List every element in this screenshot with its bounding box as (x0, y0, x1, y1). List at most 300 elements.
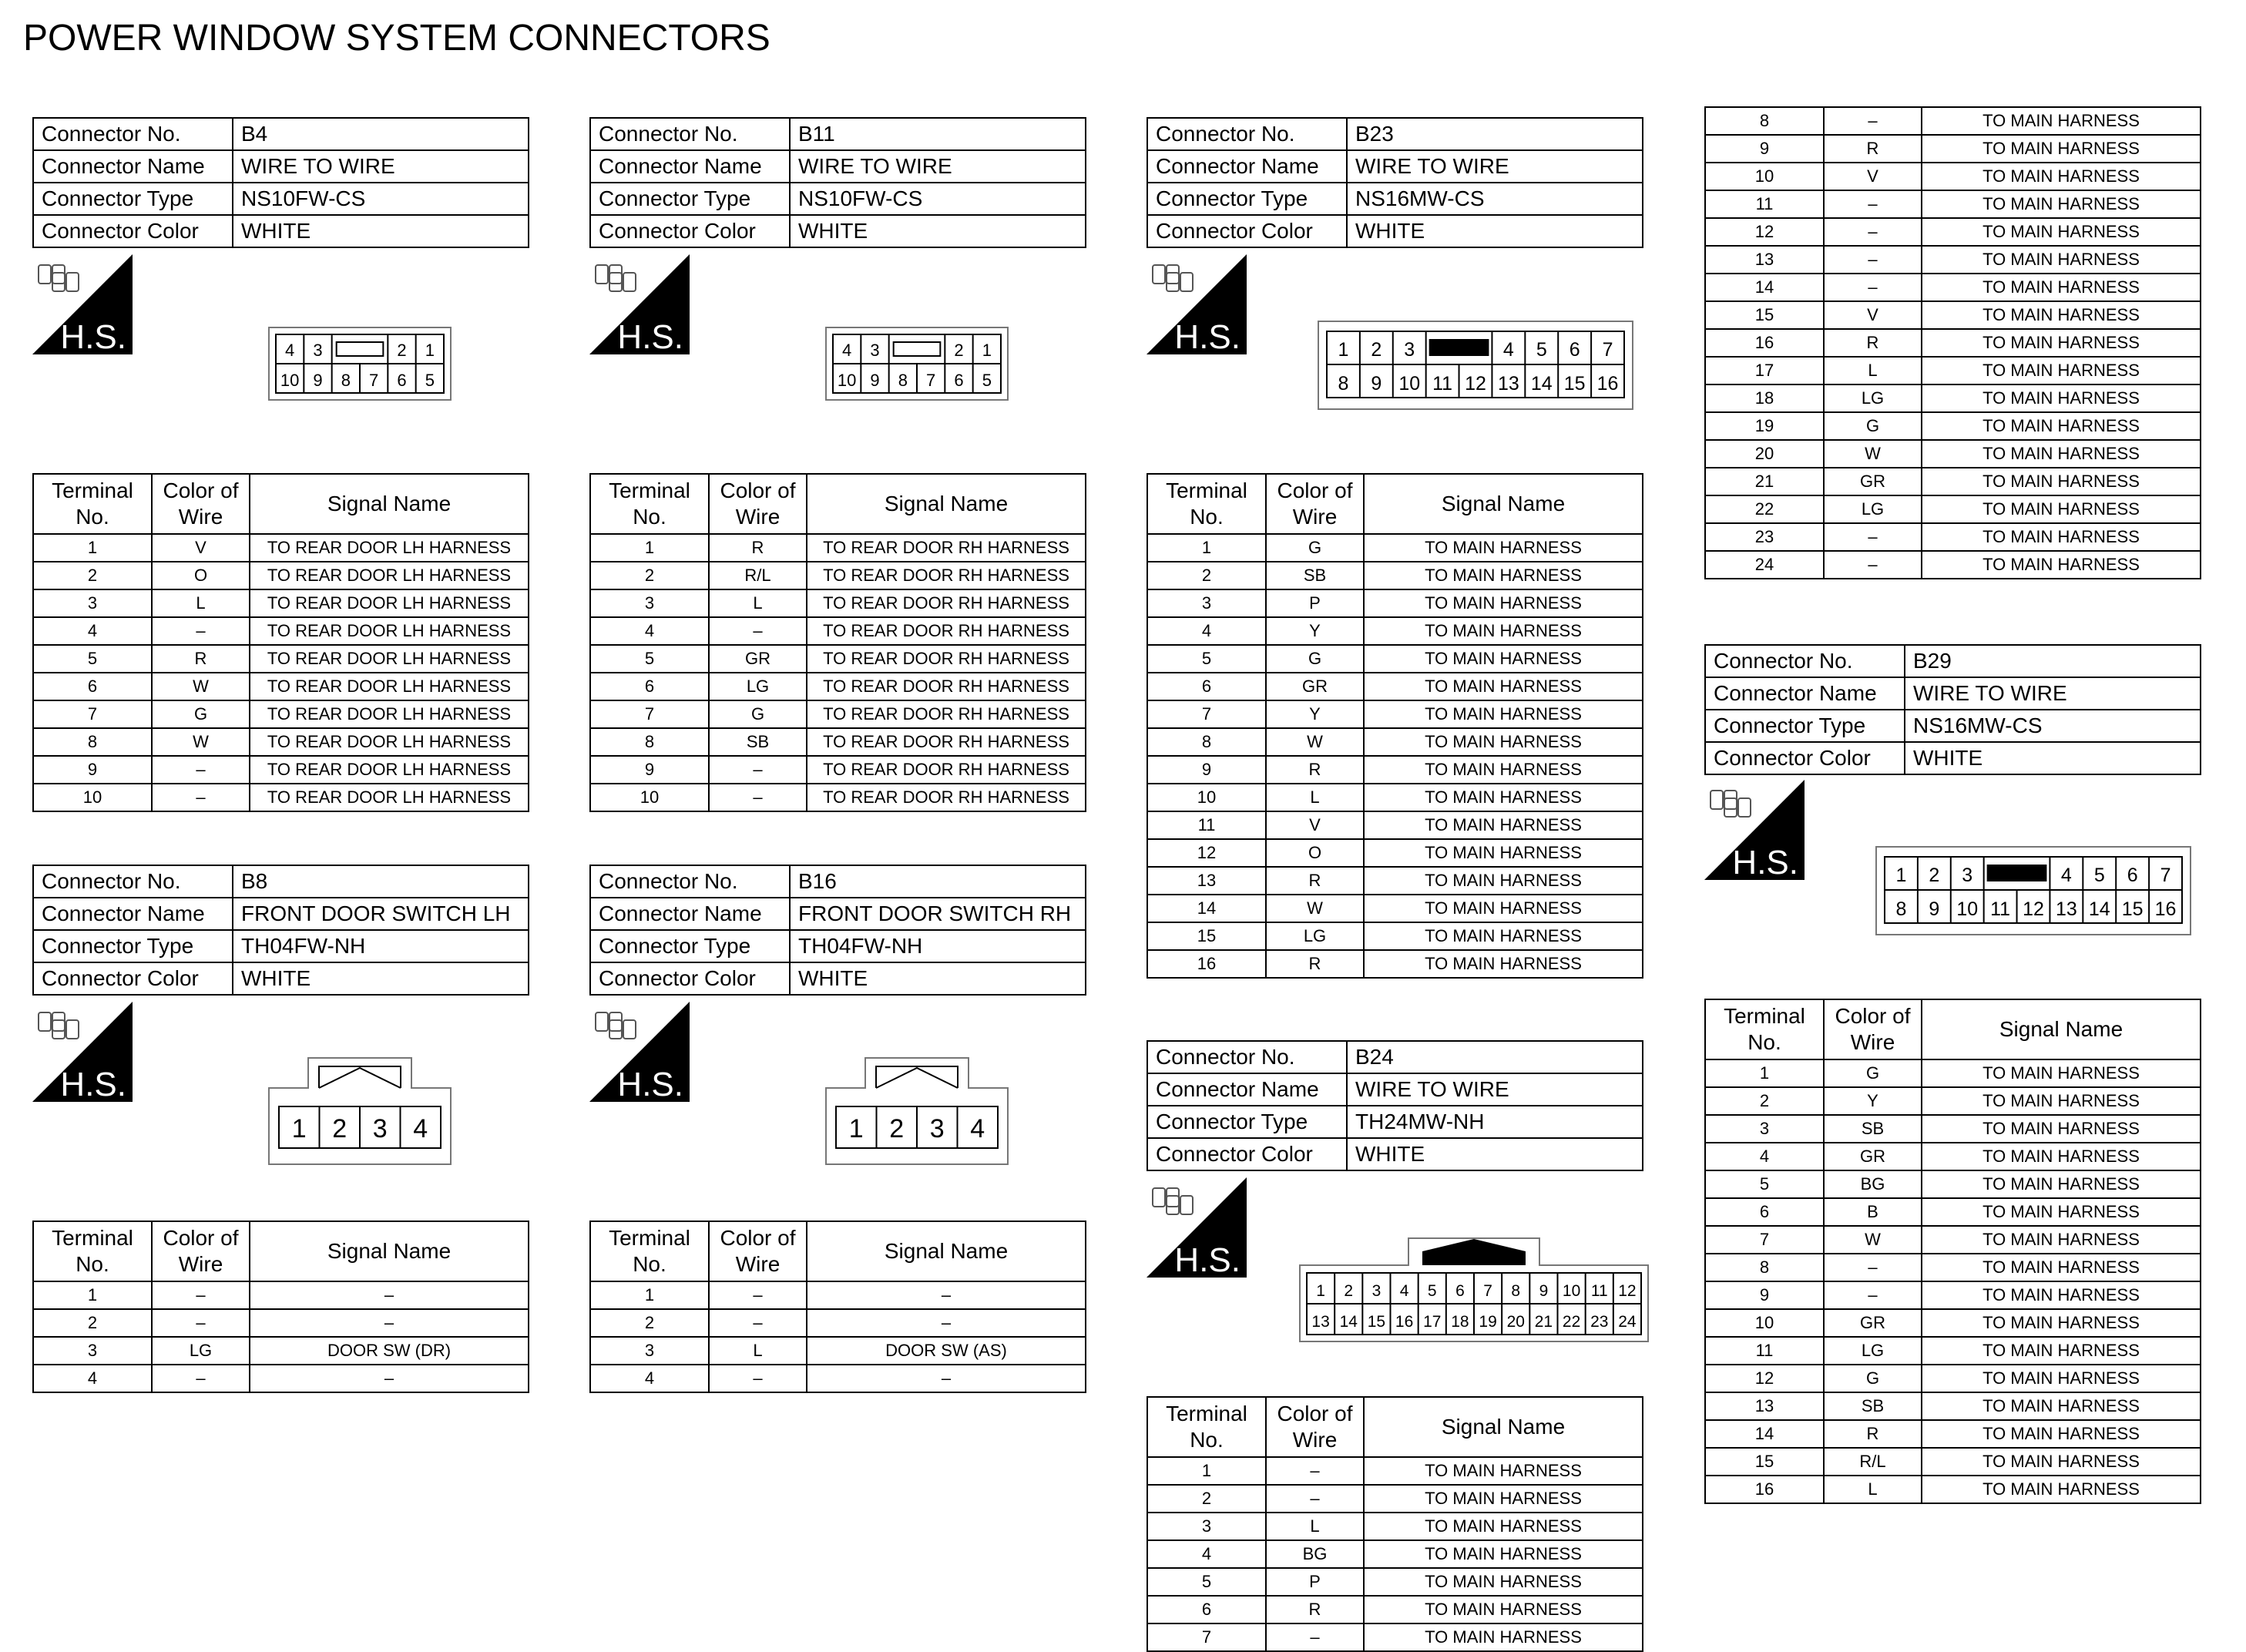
wire-color-cell: GR (1824, 1143, 1922, 1170)
wire-color-cell: SB (1824, 1115, 1922, 1143)
terminal-no-cell: 1 (590, 534, 709, 562)
pin-number: 9 (870, 371, 880, 390)
wire-color-cell: R (1266, 756, 1364, 784)
table-row (33, 645, 529, 673)
wire-color-cell: R (1266, 1596, 1364, 1623)
terminal-no-cell: 5 (1147, 1568, 1266, 1596)
pin-number: 19 (1479, 1313, 1497, 1331)
table-row (1705, 357, 2201, 384)
signal-name-cell: TO MAIN HARNESS (1364, 1513, 1643, 1540)
label-connector-type: Connector Type (1147, 1106, 1347, 1138)
label-connector-type: Connector Type (33, 930, 233, 962)
header-signal-name: Signal Name (250, 1221, 529, 1281)
terminal-no-cell: 2 (1147, 562, 1266, 589)
hs-icon (1147, 1177, 1247, 1278)
connector-key (1987, 865, 2047, 881)
hs-label: H.S. (1732, 844, 1798, 880)
table-row (33, 617, 529, 645)
terminal-no-cell: 24 (1705, 551, 1824, 579)
signal-name-cell: TO MAIN HARNESS (1922, 495, 2201, 523)
connector-face-b11 (825, 327, 1009, 405)
hs-icon (589, 254, 690, 354)
table-row (590, 784, 1086, 811)
wire-color-cell: G (1824, 1365, 1922, 1392)
pin-number: 4 (842, 341, 852, 360)
signal-name-cell: TO REAR DOOR RH HARNESS (807, 534, 1086, 562)
header-terminal-no-line2: No. (633, 1252, 666, 1276)
table-row (1705, 412, 2201, 440)
connector-face-b24 (1299, 1237, 1649, 1346)
hs-label: H.S. (1174, 318, 1241, 354)
terminal-no-cell: 2 (590, 562, 709, 589)
hs-label: H.S. (60, 318, 126, 354)
pin-number: 4 (285, 341, 295, 360)
signal-name-cell: TO MAIN HARNESS (1922, 1059, 2201, 1087)
signal-name-cell: TO MAIN HARNESS (1922, 357, 2201, 384)
terminal-table-b24 (1147, 1396, 1643, 1652)
pin-number: 2 (889, 1114, 905, 1143)
connector-name-value: WIRE TO WIRE (1905, 677, 2201, 710)
signal-name-cell: TO MAIN HARNESS (1364, 1568, 1643, 1596)
label-connector-color: Connector Color (590, 215, 790, 247)
wire-color-cell: SB (1824, 1392, 1922, 1420)
wire-color-cell: G (1824, 1059, 1922, 1087)
connector-type-value: NS16MW-CS (1347, 183, 1643, 215)
signal-name-cell: TO REAR DOOR LH HARNESS (250, 728, 529, 756)
label-connector-color: Connector Color (33, 215, 233, 247)
pin-number: 4 (970, 1114, 985, 1143)
signal-name-cell: – (807, 1281, 1086, 1309)
label-connector-name: Connector Name (33, 898, 233, 930)
wire-color-cell: – (1824, 551, 1922, 579)
table-row (33, 700, 529, 728)
terminal-no-cell: 12 (1705, 218, 1824, 246)
table-row (1705, 1170, 2201, 1198)
table-row (590, 617, 1086, 645)
terminal-no-cell: 7 (1147, 1623, 1266, 1651)
table-row (1705, 1059, 2201, 1087)
signal-name-cell: TO MAIN HARNESS (1364, 562, 1643, 589)
header-signal-name: Signal Name (1364, 474, 1643, 534)
hs-label: H.S. (617, 1066, 683, 1102)
label-connector-no: Connector No. (33, 118, 233, 150)
wire-color-cell: Y (1824, 1087, 1922, 1115)
table-row (1705, 1365, 2201, 1392)
wire-color-cell: W (1266, 728, 1364, 756)
wire-color-cell: R (1824, 135, 1922, 163)
header-terminal-no (33, 474, 152, 534)
header-color-of-wire-line1: Color of (720, 478, 796, 502)
table-row (33, 1309, 529, 1337)
wire-color-cell: W (1824, 440, 1922, 468)
hs-label: H.S. (1174, 1241, 1241, 1278)
terminal-no-cell: 1 (33, 1281, 152, 1309)
header-color-of-wire (1266, 1397, 1364, 1457)
pin-number: 6 (1455, 1282, 1465, 1300)
pin-number: 2 (397, 341, 407, 360)
signal-name-cell: TO MAIN HARNESS (1364, 1623, 1643, 1651)
table-row (1705, 1087, 2201, 1115)
terminal-no-cell: 11 (1705, 190, 1824, 218)
signal-name-cell: TO MAIN HARNESS (1364, 728, 1643, 756)
connector-sketch-icon (1153, 1188, 1193, 1214)
connector-type-value: NS10FW-CS (790, 183, 1086, 215)
wire-color-cell: – (709, 1309, 807, 1337)
header-terminal-no (1705, 999, 1824, 1059)
header-color-of-wire-line2: Wire (1850, 1030, 1895, 1054)
signal-name-cell: TO MAIN HARNESS (1922, 163, 2201, 190)
table-row (33, 728, 529, 756)
wire-color-cell: W (152, 673, 250, 700)
wire-color-cell: – (1824, 246, 1922, 274)
hs-icon (1704, 780, 1805, 880)
connector-no-value: B23 (1347, 118, 1643, 150)
signal-name-cell: TO MAIN HARNESS (1364, 645, 1643, 673)
hs-icon (32, 254, 133, 354)
connector-face-drawing (825, 1057, 1009, 1165)
terminal-no-cell: 5 (1147, 645, 1266, 673)
terminal-no-cell: 6 (590, 673, 709, 700)
wire-color-cell: – (1824, 190, 1922, 218)
terminal-no-cell: 8 (590, 728, 709, 756)
table-row (1147, 1623, 1643, 1651)
harness-side-icon (32, 1002, 133, 1102)
terminal-no-cell: 23 (1705, 523, 1824, 551)
table-row (1147, 950, 1643, 978)
signal-name-cell: – (250, 1281, 529, 1309)
terminal-no-cell: 13 (1147, 867, 1266, 895)
wire-color-cell: – (152, 1309, 250, 1337)
connector-color-value: WHITE (1905, 742, 2201, 774)
page-title: POWER WINDOW SYSTEM CONNECTORS (23, 18, 770, 59)
table-row (33, 534, 529, 562)
connector-color-value: WHITE (1347, 215, 1643, 247)
connector-latch (894, 342, 941, 356)
wire-color-cell: GR (709, 645, 807, 673)
terminal-no-cell: 20 (1705, 440, 1824, 468)
table-row (590, 534, 1086, 562)
table-row (33, 589, 529, 617)
terminal-no-cell: 5 (590, 645, 709, 673)
table-row (1705, 190, 2201, 218)
table-row (1705, 163, 2201, 190)
connector-name-value: FRONT DOOR SWITCH RH (790, 898, 1086, 930)
terminal-no-cell: 14 (1705, 1420, 1824, 1448)
signal-name-cell: TO MAIN HARNESS (1364, 534, 1643, 562)
table-row (590, 562, 1086, 589)
wire-color-cell: – (152, 1365, 250, 1392)
wire-color-cell: – (1824, 274, 1922, 301)
pin-number: 3 (929, 1114, 945, 1143)
terminal-no-cell: 6 (1147, 1596, 1266, 1623)
signal-name-cell: TO MAIN HARNESS (1364, 617, 1643, 645)
connector-type-value: TH04FW-NH (790, 930, 1086, 962)
hs-icon (589, 1002, 690, 1102)
harness-side-icon (1147, 254, 1247, 354)
terminal-no-cell: 2 (33, 562, 152, 589)
label-connector-type: Connector Type (1147, 183, 1347, 215)
terminal-no-cell: 15 (1705, 1448, 1824, 1476)
terminal-no-cell: 15 (1147, 922, 1266, 950)
terminal-no-cell: 19 (1705, 412, 1824, 440)
connector-face-drawing (268, 327, 452, 401)
connector-no-value: B16 (790, 865, 1086, 898)
pin-number: 2 (1344, 1282, 1354, 1300)
signal-name-cell: TO MAIN HARNESS (1922, 1365, 2201, 1392)
pin-number: 17 (1423, 1313, 1442, 1331)
pin-number: 2 (954, 341, 964, 360)
connector-sketch-icon (1153, 265, 1193, 291)
wire-color-cell: LG (1824, 495, 1922, 523)
terminal-no-cell: 11 (1147, 811, 1266, 839)
table-row (1705, 551, 2201, 579)
signal-name-cell: TO REAR DOOR LH HARNESS (250, 562, 529, 589)
signal-name-cell: TO MAIN HARNESS (1922, 1087, 2201, 1115)
table-row (590, 1309, 1086, 1337)
wire-color-cell: L (1824, 357, 1922, 384)
header-terminal-no-line1: Terminal (1166, 478, 1247, 502)
wire-color-cell: LG (1824, 1337, 1922, 1365)
signal-name-cell: TO MAIN HARNESS (1922, 523, 2201, 551)
signal-name-cell: TO MAIN HARNESS (1922, 1448, 2201, 1476)
header-color-of-wire (1824, 999, 1922, 1059)
wire-color-cell: – (1824, 107, 1922, 135)
table-row (33, 562, 529, 589)
wire-color-cell: L (1266, 784, 1364, 811)
pin-number: 10 (280, 371, 300, 390)
pin-number: 4 (413, 1114, 428, 1143)
terminal-no-cell: 7 (1147, 700, 1266, 728)
label-connector-no: Connector No. (1705, 645, 1905, 677)
connector-face-drawing (825, 327, 1009, 401)
wire-color-cell: Y (1266, 700, 1364, 728)
wire-color-cell: – (709, 617, 807, 645)
connector-sketch-icon (1711, 791, 1751, 817)
wire-color-cell: G (1266, 645, 1364, 673)
label-connector-name: Connector Name (1705, 677, 1905, 710)
label-connector-name: Connector Name (590, 898, 790, 930)
label-connector-color: Connector Color (1147, 1138, 1347, 1170)
harness-side-icon (589, 254, 690, 354)
pin-number: 1 (425, 341, 435, 360)
pin-number: 1 (848, 1114, 864, 1143)
connector-key (1429, 339, 1489, 356)
wire-color-cell: – (709, 1365, 807, 1392)
signal-name-cell: TO REAR DOOR LH HARNESS (250, 700, 529, 728)
pin-number: 16 (2154, 898, 2177, 920)
connector-key (1422, 1239, 1526, 1265)
wire-color-cell: V (152, 534, 250, 562)
terminal-no-cell: 8 (1147, 728, 1266, 756)
signal-name-cell: DOOR SW (DR) (250, 1337, 529, 1365)
pin-number: 15 (2121, 898, 2144, 920)
pin-number: 15 (1563, 373, 1586, 395)
signal-name-cell: TO MAIN HARNESS (1922, 384, 2201, 412)
signal-name-cell: TO REAR DOOR LH HARNESS (250, 617, 529, 645)
pin-number: 5 (982, 371, 992, 390)
signal-name-cell: TO MAIN HARNESS (1922, 1226, 2201, 1254)
terminal-no-cell: 3 (590, 1337, 709, 1365)
terminal-no-cell: 8 (33, 728, 152, 756)
wire-color-cell: LG (1824, 384, 1922, 412)
pin-number: 16 (1596, 373, 1619, 395)
terminal-no-cell: 2 (1147, 1485, 1266, 1513)
signal-name-cell: TO MAIN HARNESS (1922, 551, 2201, 579)
pin-number: 24 (1618, 1313, 1637, 1331)
connector-name-value: FRONT DOOR SWITCH LH (233, 898, 529, 930)
terminal-no-cell: 10 (590, 784, 709, 811)
harness-side-icon (1147, 1177, 1247, 1278)
signal-name-cell: TO REAR DOOR RH HARNESS (807, 645, 1086, 673)
signal-name-cell: TO MAIN HARNESS (1922, 246, 2201, 274)
terminal-no-cell: 1 (1147, 1457, 1266, 1485)
terminal-no-cell: 4 (1147, 1540, 1266, 1568)
connector-sketch-icon (39, 265, 79, 291)
signal-name-cell: TO REAR DOOR RH HARNESS (807, 784, 1086, 811)
pin-number: 7 (926, 371, 936, 390)
terminal-no-cell: 2 (590, 1309, 709, 1337)
table-row (33, 784, 529, 811)
pin-number: 11 (1590, 1282, 1608, 1300)
header-terminal-no (590, 474, 709, 534)
connector-face-drawing (1299, 1237, 1649, 1342)
signal-name-cell: TO MAIN HARNESS (1922, 274, 2201, 301)
table-row (1147, 922, 1643, 950)
connector-type-value: TH04FW-NH (233, 930, 529, 962)
terminal-no-cell: 13 (1705, 1392, 1824, 1420)
terminal-no-cell: 3 (33, 589, 152, 617)
connector-info-b4 (32, 117, 529, 248)
header-signal-name: Signal Name (250, 474, 529, 534)
table-row (1705, 468, 2201, 495)
pin-number: 7 (1483, 1282, 1492, 1300)
pin-number: 13 (1497, 373, 1519, 395)
table-row (1705, 301, 2201, 329)
wire-color-cell: L (1824, 1476, 1922, 1503)
wire-color-cell: BG (1824, 1170, 1922, 1198)
terminal-no-cell: 9 (590, 756, 709, 784)
pin-number: 20 (1506, 1313, 1525, 1331)
signal-name-cell: TO MAIN HARNESS (1364, 867, 1643, 895)
pin-number: 16 (1395, 1313, 1414, 1331)
wire-color-cell: Y (1266, 617, 1364, 645)
table-row (1147, 534, 1643, 562)
label-connector-color: Connector Color (1147, 215, 1347, 247)
table-row (590, 1337, 1086, 1365)
label-connector-no: Connector No. (33, 865, 233, 898)
table-row (1705, 1337, 2201, 1365)
terminal-table-b23 (1147, 473, 1643, 979)
wire-color-cell: – (709, 1281, 807, 1309)
pin-number: 1 (1316, 1282, 1325, 1300)
connector-face-b23 (1318, 321, 1633, 414)
terminal-no-cell: 16 (1705, 329, 1824, 357)
signal-name-cell: TO MAIN HARNESS (1922, 107, 2201, 135)
pin-number: 1 (291, 1114, 307, 1143)
terminal-no-cell: 6 (1147, 673, 1266, 700)
connector-info-b16 (589, 865, 1086, 996)
signal-name-cell: TO MAIN HARNESS (1364, 673, 1643, 700)
signal-name-cell: TO MAIN HARNESS (1922, 1198, 2201, 1226)
signal-name-cell: TO MAIN HARNESS (1922, 440, 2201, 468)
terminal-no-cell: 6 (33, 673, 152, 700)
terminal-table-b24-continued (1704, 106, 2201, 579)
wire-color-cell: – (152, 756, 250, 784)
pin-number: 9 (313, 371, 323, 390)
connector-no-value: B24 (1347, 1041, 1643, 1073)
terminal-no-cell: 16 (1147, 950, 1266, 978)
connector-info-b23 (1147, 117, 1643, 248)
pin-number: 6 (1569, 339, 1580, 361)
connector-color-value: WHITE (790, 215, 1086, 247)
terminal-no-cell: 16 (1705, 1476, 1824, 1503)
signal-name-cell: TO REAR DOOR RH HARNESS (807, 562, 1086, 589)
connector-sketch-icon (596, 265, 636, 291)
signal-name-cell: TO MAIN HARNESS (1922, 1337, 2201, 1365)
wire-color-cell: V (1824, 163, 1922, 190)
terminal-no-cell: 8 (1705, 1254, 1824, 1281)
table-row (1147, 1568, 1643, 1596)
signal-name-cell: TO REAR DOOR RH HARNESS (807, 728, 1086, 756)
terminal-no-cell: 1 (1705, 1059, 1824, 1087)
header-signal-name: Signal Name (1922, 999, 2201, 1059)
signal-name-cell: TO REAR DOOR LH HARNESS (250, 589, 529, 617)
terminal-no-cell: 9 (1705, 135, 1824, 163)
wire-color-cell: – (1824, 1281, 1922, 1309)
signal-name-cell: TO REAR DOOR LH HARNESS (250, 534, 529, 562)
pin-number: 3 (313, 341, 323, 360)
signal-name-cell: TO MAIN HARNESS (1364, 756, 1643, 784)
table-row (1705, 1226, 2201, 1254)
signal-name-cell: TO MAIN HARNESS (1364, 1485, 1643, 1513)
terminal-no-cell: 10 (1705, 163, 1824, 190)
header-color-of-wire (152, 474, 250, 534)
signal-name-cell: TO MAIN HARNESS (1922, 218, 2201, 246)
table-row (1705, 218, 2201, 246)
pin-number: 4 (1399, 1282, 1409, 1300)
connector-name-value: WIRE TO WIRE (233, 150, 529, 183)
terminal-no-cell: 4 (1147, 617, 1266, 645)
terminal-no-cell: 4 (33, 617, 152, 645)
terminal-no-cell: 3 (1705, 1115, 1824, 1143)
label-connector-name: Connector Name (1147, 1073, 1347, 1106)
table-row (590, 645, 1086, 673)
table-row (1147, 1596, 1643, 1623)
label-connector-name: Connector Name (33, 150, 233, 183)
label-connector-type: Connector Type (590, 183, 790, 215)
table-row (1705, 274, 2201, 301)
signal-name-cell: TO REAR DOOR RH HARNESS (807, 673, 1086, 700)
wire-color-cell: SB (709, 728, 807, 756)
connector-latch (337, 342, 384, 356)
wire-color-cell: R (1824, 329, 1922, 357)
terminal-no-cell: 12 (1705, 1365, 1824, 1392)
terminal-no-cell: 3 (1147, 1513, 1266, 1540)
connector-face-b16 (825, 1057, 1009, 1169)
pin-number: 8 (341, 371, 351, 390)
terminal-no-cell: 5 (33, 645, 152, 673)
pin-number: 6 (954, 371, 964, 390)
wire-color-cell: P (1266, 1568, 1364, 1596)
pin-number: 10 (1398, 373, 1421, 395)
connector-latch (876, 1066, 958, 1088)
pin-number: 2 (332, 1114, 347, 1143)
terminal-no-cell: 21 (1705, 468, 1824, 495)
terminal-no-cell: 4 (33, 1365, 152, 1392)
header-color-of-wire-line2: Wire (735, 505, 781, 529)
pin-number: 8 (1511, 1282, 1521, 1300)
pin-number: 12 (1618, 1282, 1637, 1300)
